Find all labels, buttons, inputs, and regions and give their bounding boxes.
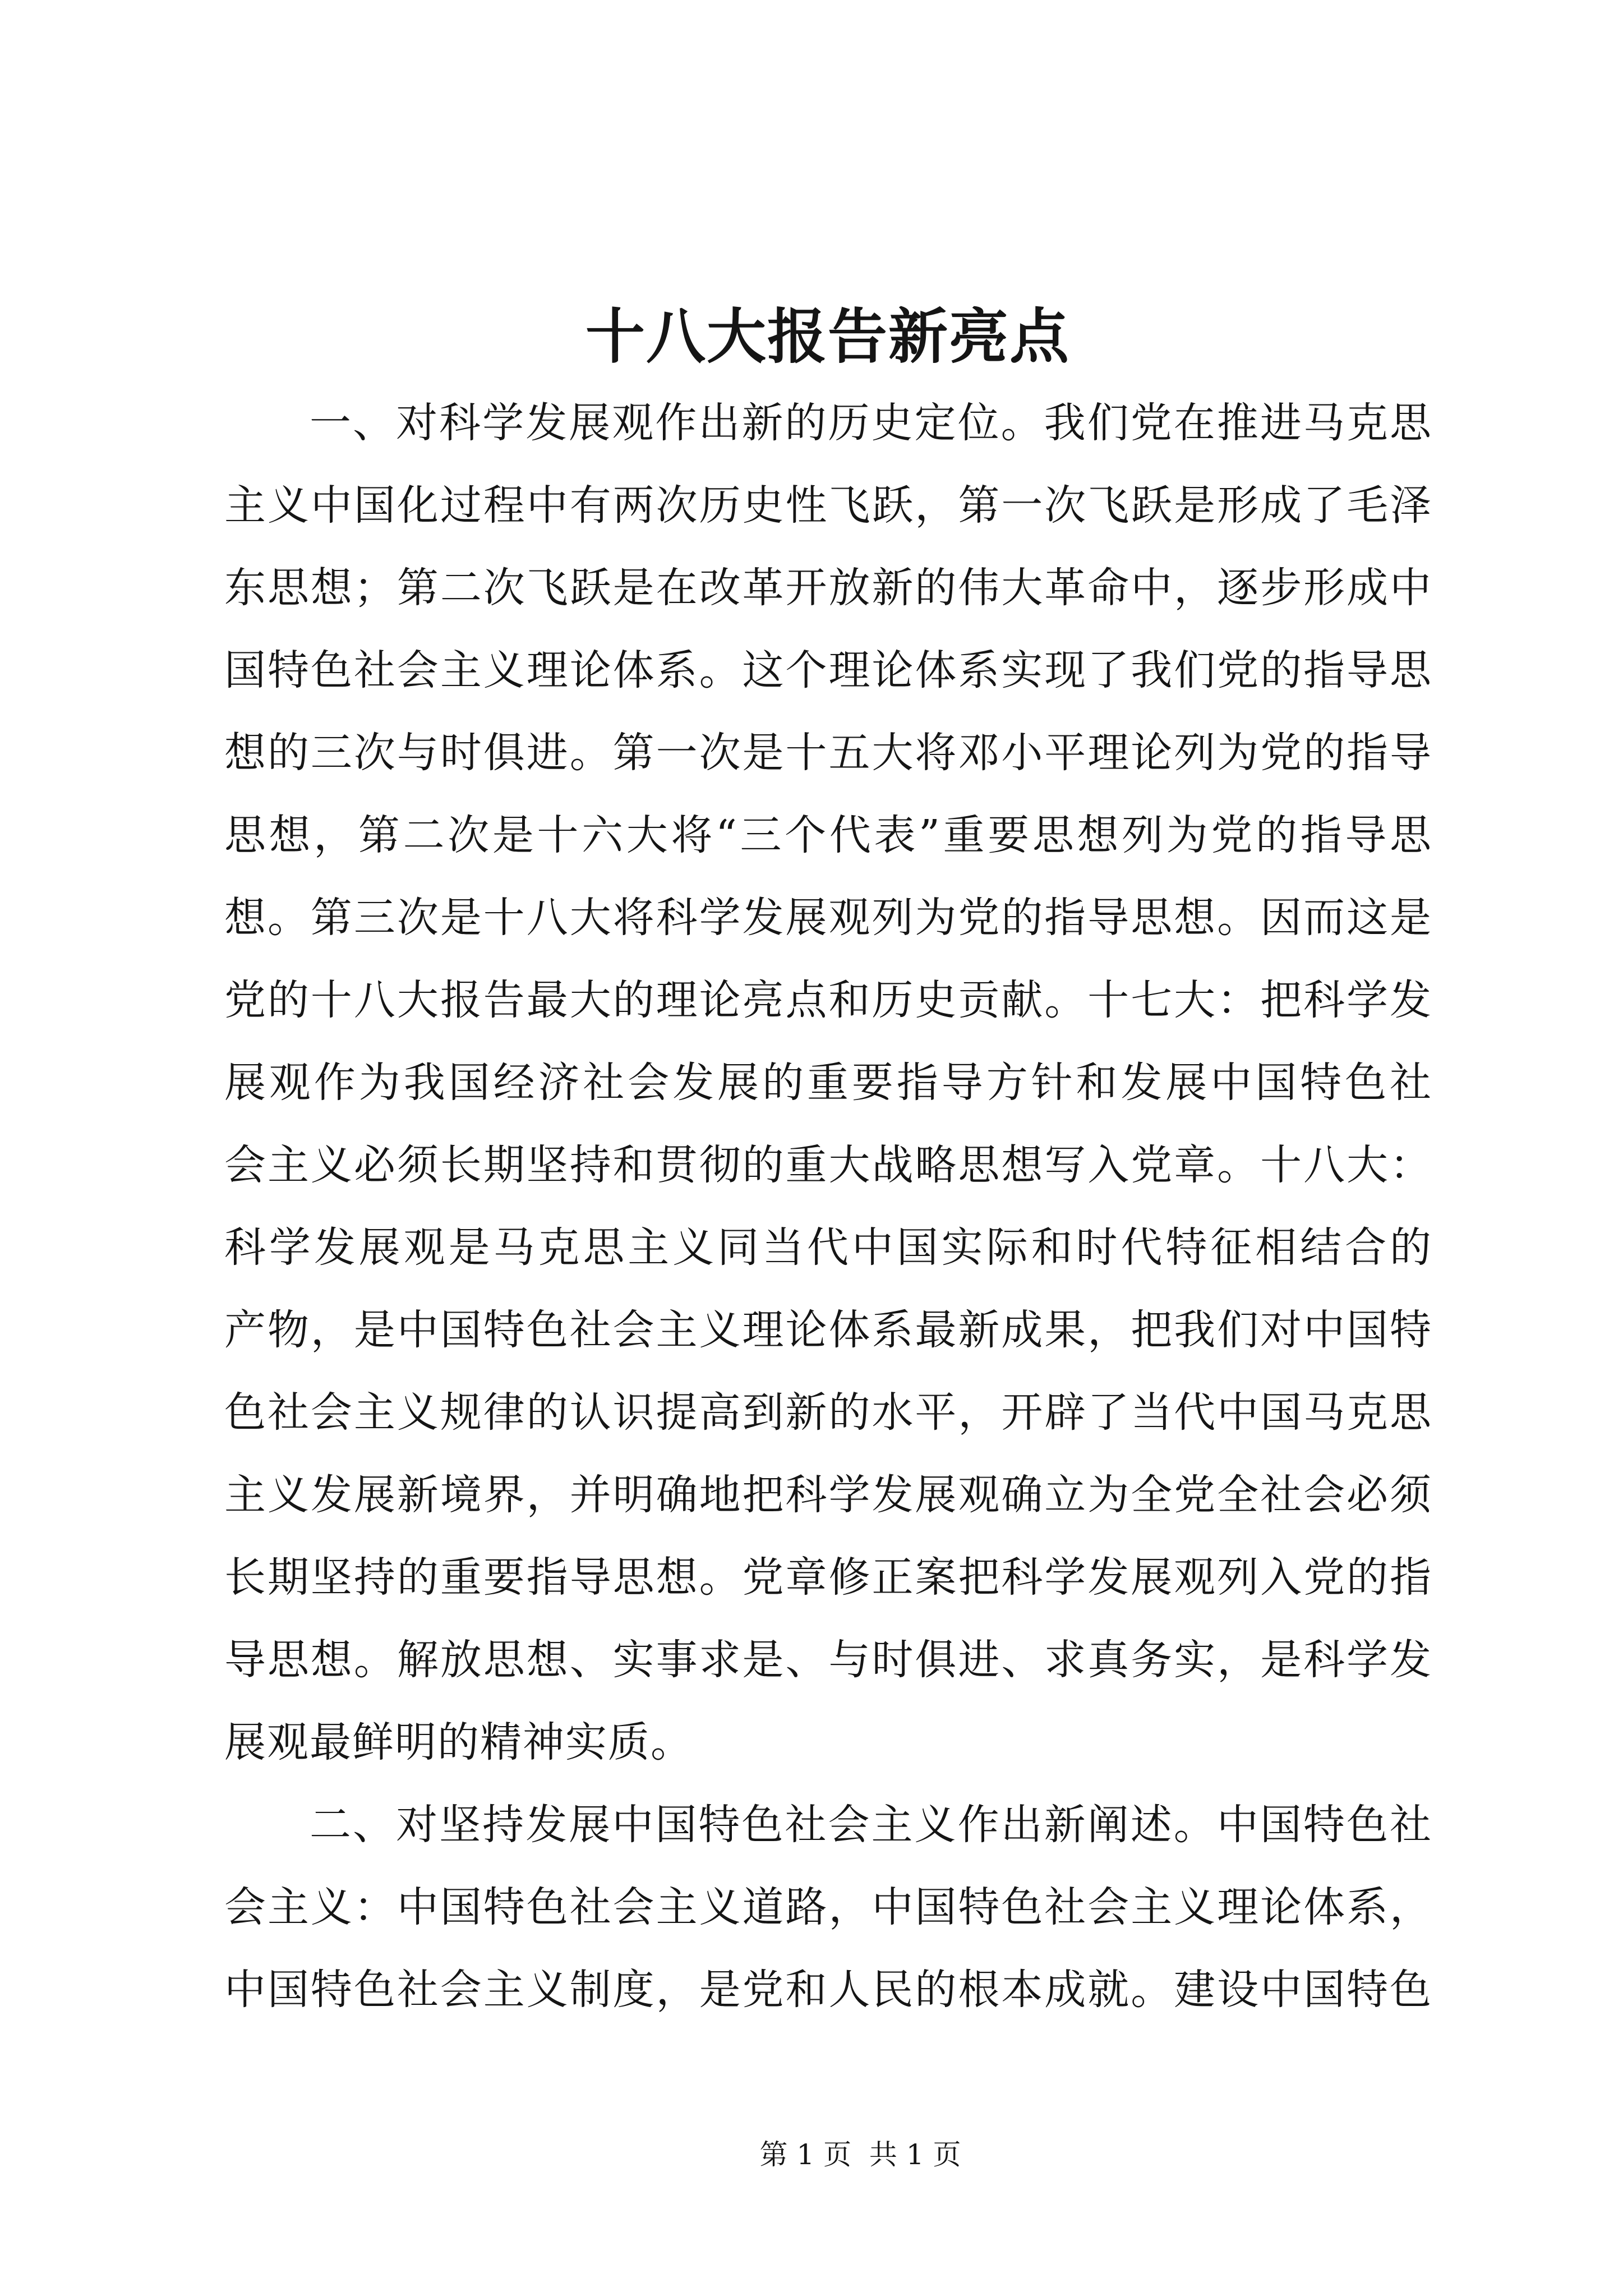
text-line: 会主义：中国特色社会主义道路，中国特色社会主义理论体系， (224, 1883, 1431, 1931)
text-line: 科学发展观是马克思主义同当代中国实际和时代特征相结合的 (224, 1223, 1431, 1272)
text-line: 会主义必须长期坚持和贯彻的重大战略思想写入党章。十八大： (224, 1141, 1431, 1189)
text-line: 产物，是中国特色社会主义理论体系最新成果，把我们对中国特 (224, 1306, 1431, 1354)
text-line: 展观最鲜明的精神实质。 (224, 1718, 693, 1766)
page-footer: 第 1 页 共 1 页 (759, 2138, 961, 2171)
text-line: 中国特色社会主义制度，是党和人民的根本成就。建设中国特色 (224, 1966, 1431, 2014)
text-line: 主义中国化过程中有两次历史性飞跃，第一次飞跃是形成了毛泽 (224, 481, 1431, 530)
text-line: 导思想。解放思想、实事求是、与时俱进、求真务实，是科学发 (224, 1636, 1431, 1684)
paragraph-1 (224, 382, 1431, 1784)
text-line: 想。第三次是十八大将科学发展观列为党的指导思想。因而这是 (224, 894, 1431, 942)
text-line: 色社会主义规律的认识提高到新的水平，开辟了当代中国马克思 (224, 1388, 1431, 1437)
text-line: 思想，第二次是十六大将“三个代表”重要思想列为党的指导思 (224, 811, 1431, 859)
text-line: 主义发展新境界，并明确地把科学发展观确立为全党全社会必须 (224, 1471, 1431, 1519)
text-line: 一、对科学发展观作出新的历史定位。我们党在推进马克思 (310, 399, 1431, 447)
text-line: 展观作为我国经济社会发展的重要指导方针和发展中国特色社 (224, 1059, 1431, 1107)
text-line: 东思想；第二次飞跃是在改革开放新的伟大革命中，逐步形成中 (224, 564, 1431, 612)
text-line: 党的十八大报告最大的理论亮点和历史贡献。十七大：把科学发 (224, 976, 1431, 1024)
document-title: 十八大报告新亮点 (585, 301, 1070, 371)
document-body (224, 382, 1431, 2031)
text-line: 长期坚持的重要指导思想。党章修正案把科学发展观列入党的指 (224, 1553, 1431, 1602)
paragraph-2 (224, 1784, 1431, 2031)
text-line: 想的三次与时俱进。第一次是十五大将邓小平理论列为党的指导 (224, 729, 1431, 777)
text-line: 二、对坚持发展中国特色社会主义作出新阐述。中国特色社 (310, 1801, 1431, 1849)
text-line: 国特色社会主义理论体系。这个理论体系实现了我们党的指导思 (224, 646, 1431, 694)
